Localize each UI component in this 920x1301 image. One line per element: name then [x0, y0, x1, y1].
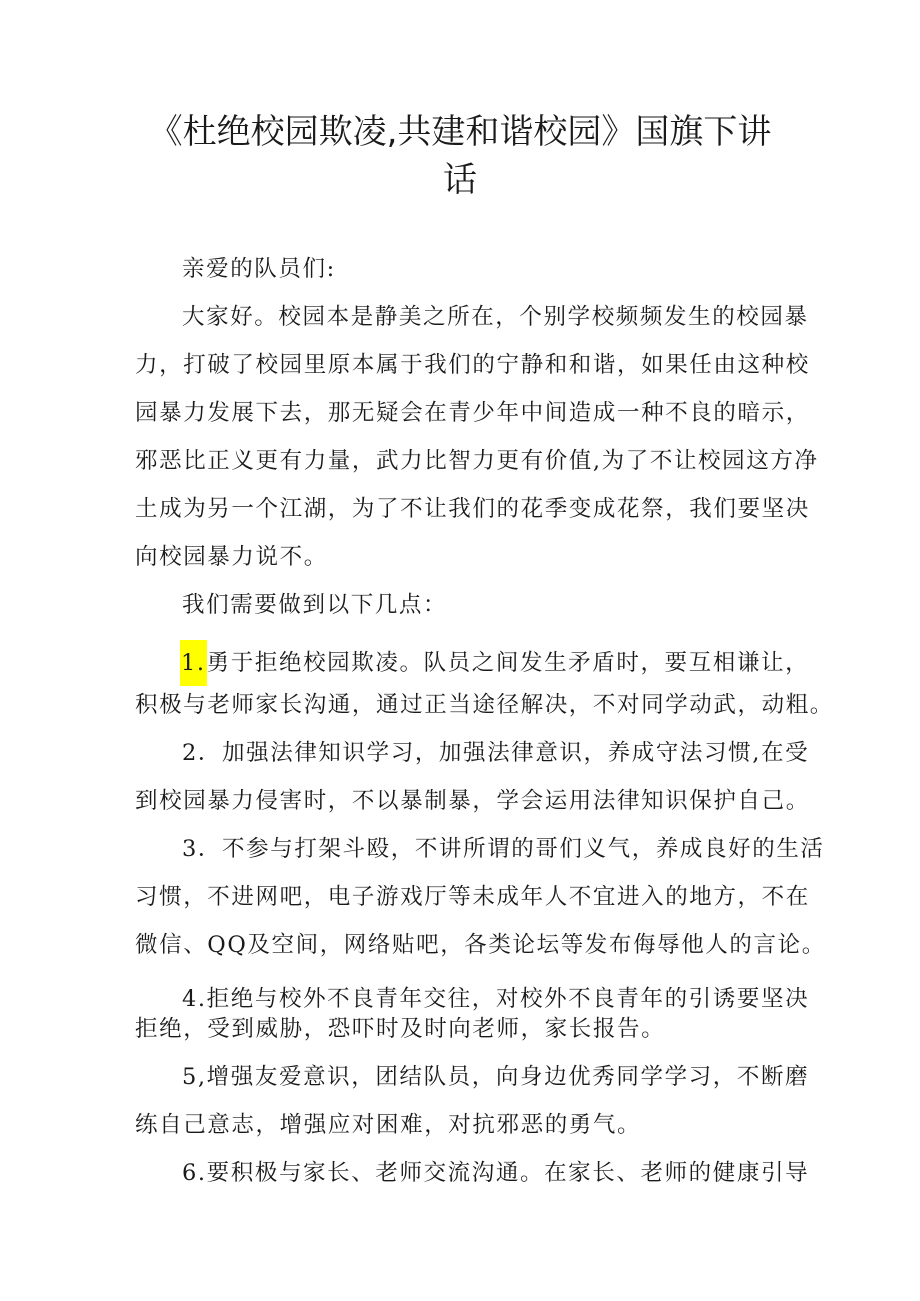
paragraph-line: 园暴力发展下去，那无疑会在青少年中间造成一种不良的暗示， [135, 400, 810, 426]
list-item-2-line1: 2．加强法律知识学习，加强法律意识，养成守法习惯,在受 [182, 740, 810, 766]
paragraph-line: 力，打破了校园里原本属于我们的宁静和和谐，如果任由这种校 [135, 352, 810, 378]
paragraph-line: 邪恶比正义更有力量，武力比智力更有价值,为了不让校园这方净 [135, 448, 819, 474]
list-item-1-line2: 积极与老师家长沟通，通过正当途径解决，不对同学动武，动粗。 [135, 692, 834, 718]
list-item-3-line3: 微信、QQ及空间，网络贴吧，各类论坛等发布侮辱他人的言论。 [135, 932, 826, 958]
paragraph-line: 向校园暴力说不。 [135, 544, 328, 570]
document-title-line2: 话 [443, 160, 477, 200]
list-item-3-line1: 3．不参与打架斗殴，不讲所谓的哥们义气，养成良好的生活 [182, 836, 825, 862]
list-item-5-line2: 练自己意志，增强应对困难，对抗邪恶的勇气。 [135, 1112, 642, 1138]
list-item-4-line1: 4.拒绝与校外不良青年交往，对校外不良青年的引诱要坚决 [182, 986, 810, 1012]
greeting: 亲爱的队员们: [182, 256, 336, 282]
list-item-1-line1 [180, 640, 809, 686]
highlighted-number: 1. [180, 640, 207, 686]
list-item-3-line2: 习惯，不进网吧，电子游戏厅等未成年人不宜进入的地方，不在 [135, 884, 810, 910]
document-title-line1: 《杜绝校园欺凌,共建和谐校园》国旗下讲 [148, 112, 772, 152]
list-item-5-line1: 5,增强友爱意识，团结队员，向身边优秀同学学习，不断磨 [182, 1064, 810, 1090]
list-item-6-line1: 6.要积极与家长、老师交流沟通。在家长、老师的健康引导 [182, 1160, 810, 1186]
list-item-1-text: 勇于拒绝校园欺凌。队员之间发生矛盾时，要互相谦让， [206, 650, 810, 676]
list-item-4-line2: 拒绝，受到威胁，恐吓时及时向老师，家长报告。 [135, 1016, 666, 1042]
list-item-2-line2: 到校园暴力侵害时，不以暴制暴，学会运用法律知识保护自己。 [135, 788, 810, 814]
points-intro: 我们需要做到以下几点： [182, 592, 448, 618]
paragraph-line: 大家好。校园本是静美之所在，个别学校频频发生的校园暴 [182, 304, 809, 330]
paragraph-line: 土成为另一个江湖，为了不让我们的花季变成花祭，我们要坚决 [135, 496, 810, 522]
